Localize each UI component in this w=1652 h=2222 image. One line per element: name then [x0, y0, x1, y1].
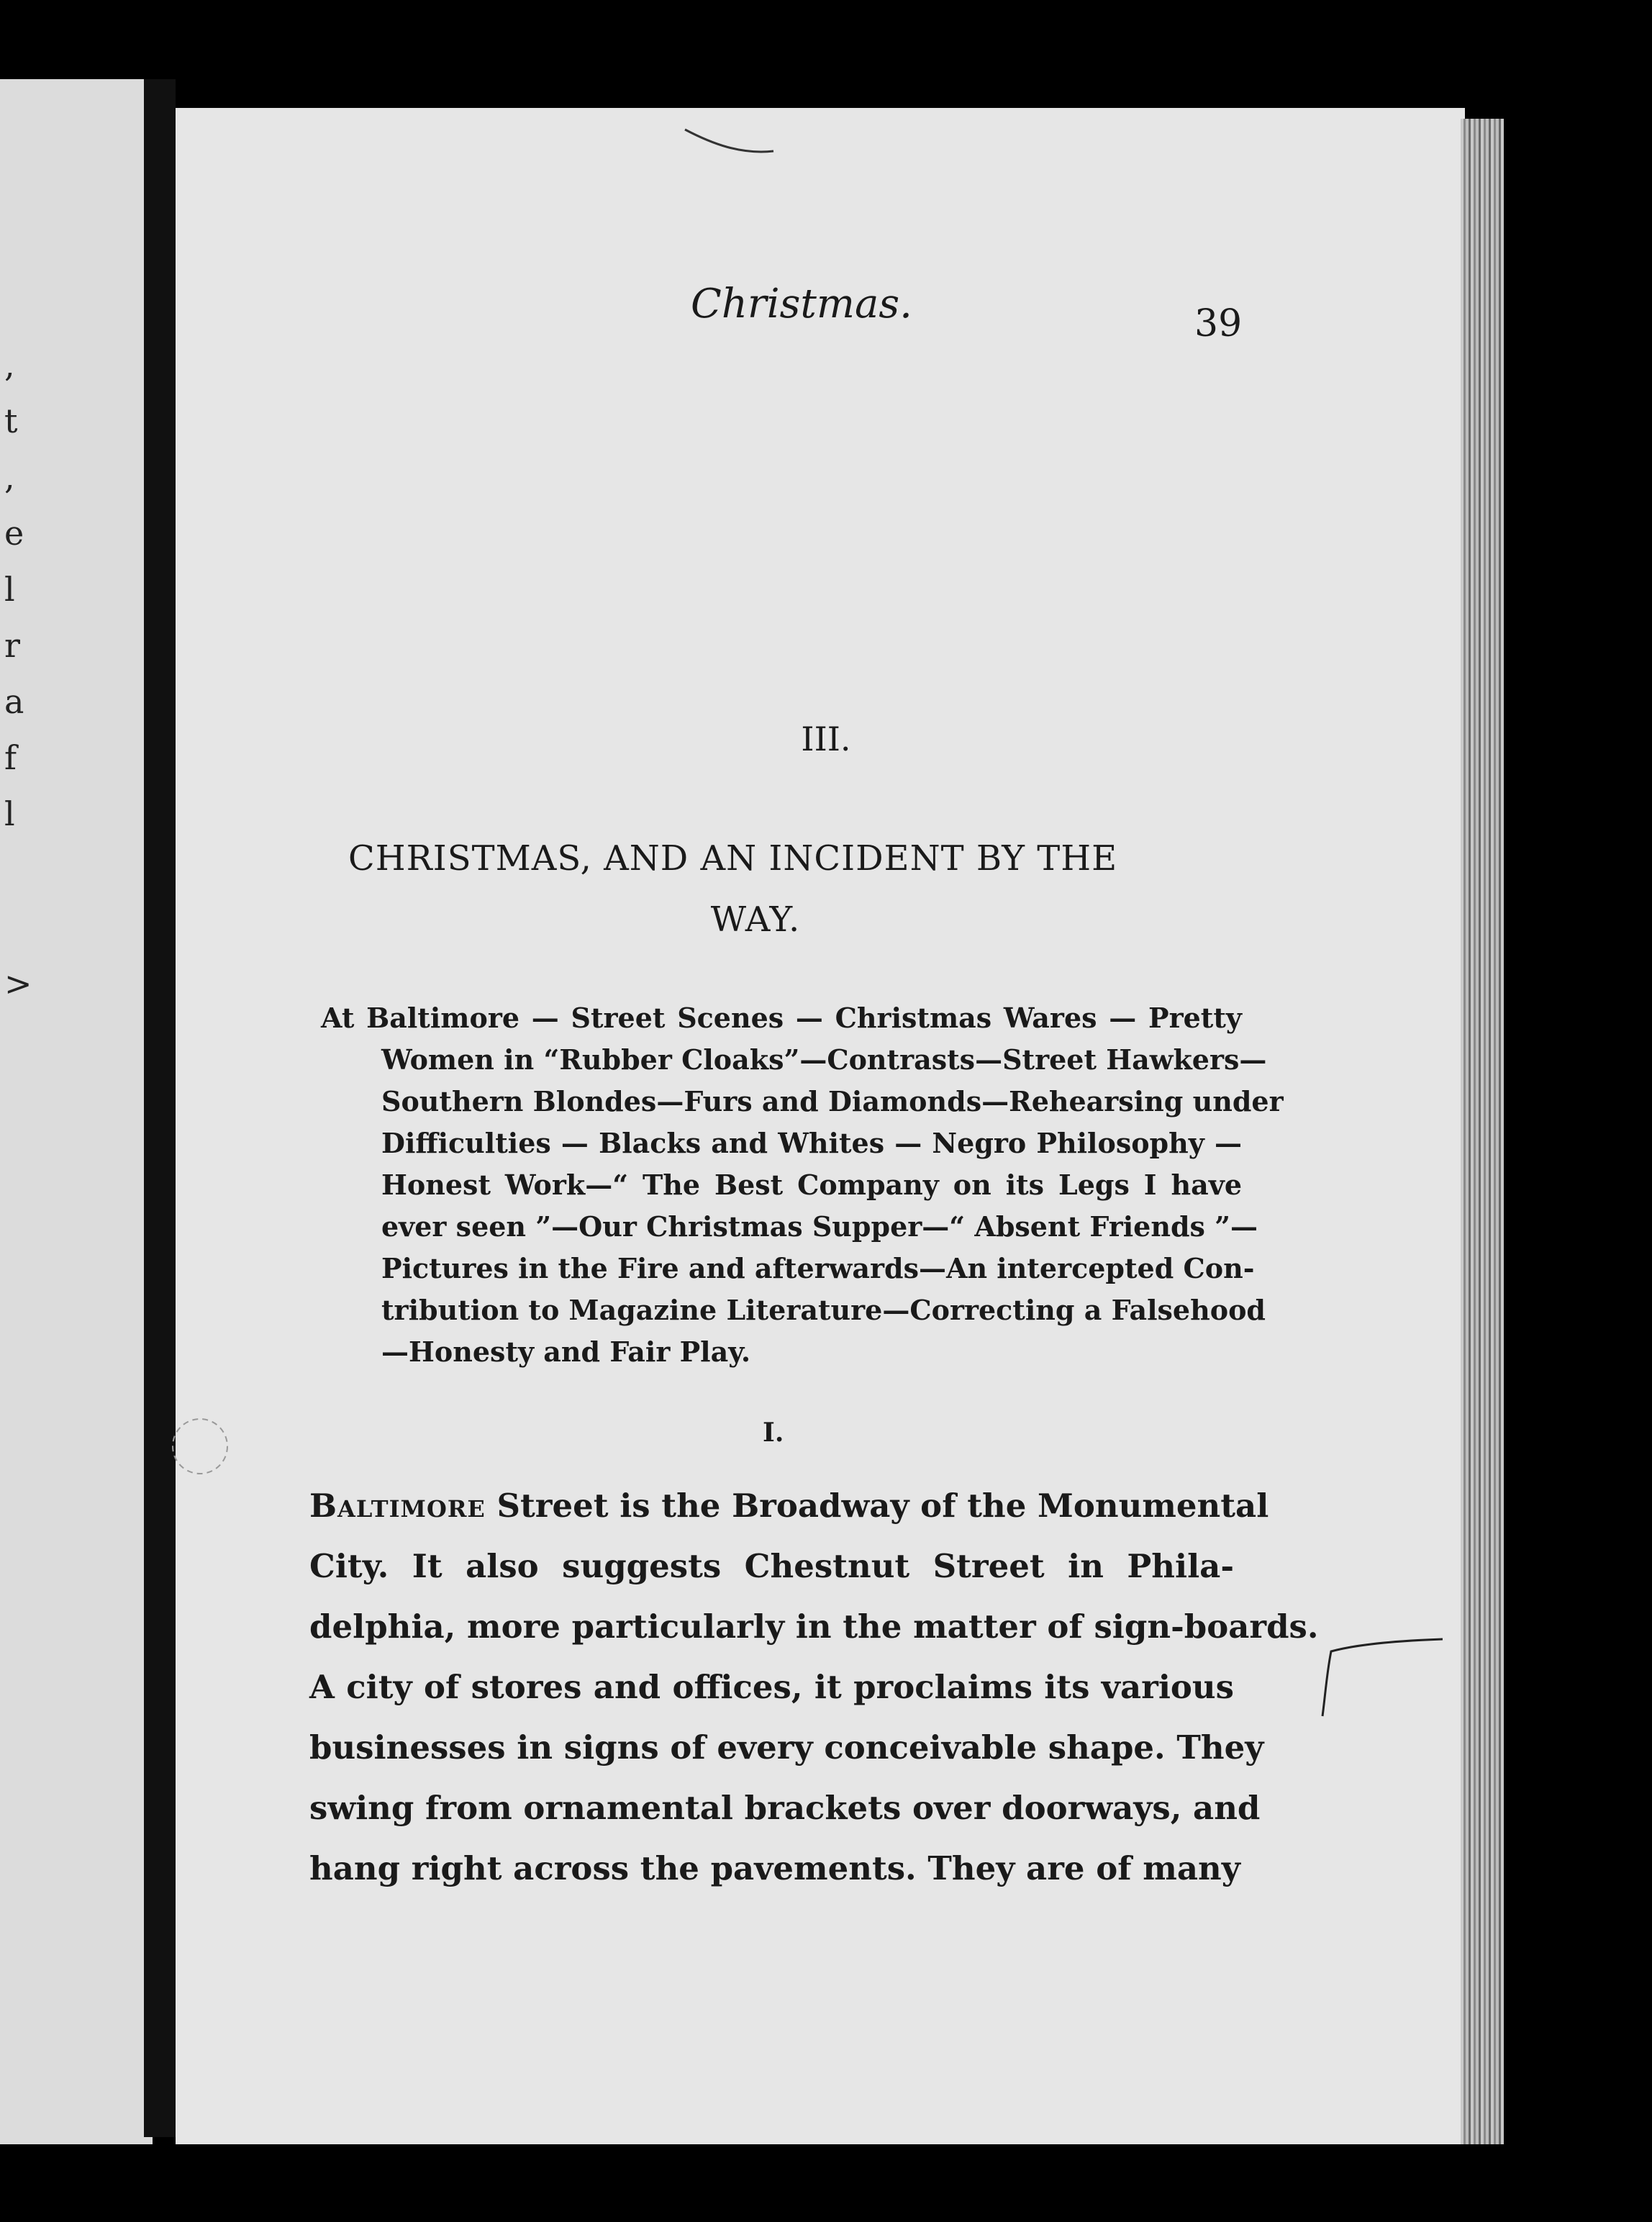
margin-char: f: [4, 738, 17, 777]
body-line: delphia, more particularly in the matter of sign-boards.: [309, 1607, 1319, 1646]
body-line: swing from ornamental brackets over doorways, and: [309, 1789, 1261, 1827]
synopsis-line: Women in “Rubber Cloaks”—Contrasts—Street Hawkers—: [381, 1043, 1267, 1076]
page-background: [176, 108, 1465, 2144]
margin-char: l: [4, 570, 15, 609]
book-gutter: [144, 79, 176, 2137]
synopsis-line: —Honesty and Fair Play.: [381, 1336, 751, 1368]
first-line-rest: Street is the Broadway of the Monumental: [485, 1487, 1269, 1525]
synopsis-line: Southern Blondes—Furs and Diamonds—Rehearsing under: [381, 1085, 1284, 1117]
pencil-smudge: [684, 122, 777, 165]
running-head: Christmas.: [691, 281, 912, 327]
body-line: hang right across the pavements. They are of many: [309, 1849, 1240, 1887]
faint-stamp: [164, 1410, 236, 1482]
synopsis-line: tribution to Magazine Literature—Correcting a Falsehood: [381, 1294, 1266, 1326]
chapter-number: III.: [801, 720, 851, 758]
body-line: businesses in signs of every conceivable shape. They: [309, 1728, 1264, 1767]
synopsis-line: Difficulties — Blacks and Whites — Negro Philosophy —: [381, 1127, 1242, 1159]
page-number: 39: [1194, 302, 1243, 345]
synopsis-line: ever seen ”—Our Christmas Supper—“ Absent Friends ”—: [381, 1210, 1258, 1243]
synopsis-line: Pictures in the Fire and afterwards—An intercepted Con-: [381, 1252, 1255, 1284]
margin-char: >: [4, 964, 32, 1003]
synopsis-line: Honest Work—“ The Best Company on its Legs I have: [381, 1169, 1242, 1201]
page-edges: [1461, 119, 1504, 2162]
margin-char: ,: [4, 345, 15, 384]
margin-char: ,: [4, 458, 15, 496]
margin-char: t: [4, 402, 18, 440]
opening-word: Baltimore: [309, 1487, 486, 1525]
margin-char: l: [4, 794, 15, 833]
margin-char: a: [4, 682, 24, 721]
body-line: [309, 1487, 1269, 1525]
margin-char: e: [4, 514, 24, 553]
chapter-title-line-1: CHRISTMAS, AND AN INCIDENT BY THE: [348, 838, 1118, 879]
left-page-edge: [0, 79, 153, 2166]
body-line: A city of stores and offices, it proclaims its various: [309, 1668, 1234, 1706]
chapter-title-line-2: WAY.: [710, 899, 801, 940]
pencil-bracket-mark: [1317, 1633, 1446, 1720]
scan-border: [0, 2144, 1652, 2222]
synopsis-line: At Baltimore — Street Scenes — Christmas Wares — Pretty: [321, 1002, 1242, 1034]
section-number: I.: [763, 1418, 784, 1448]
margin-char: r: [4, 626, 20, 665]
body-line: City. It also suggests Chestnut Street in Phila-: [309, 1547, 1234, 1585]
